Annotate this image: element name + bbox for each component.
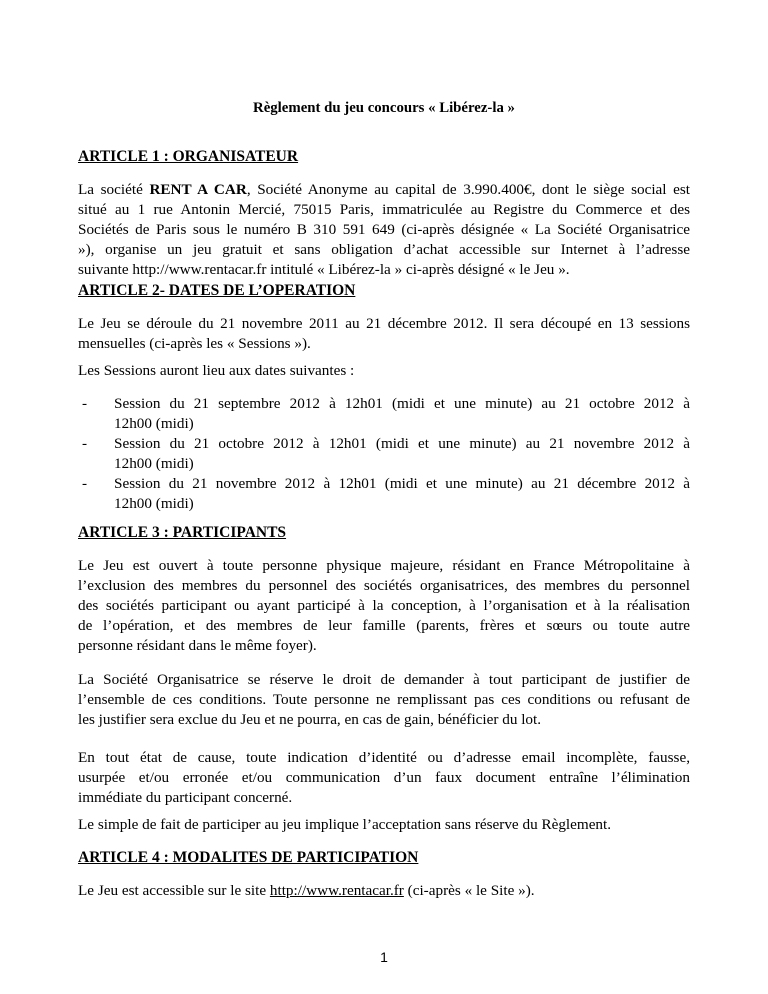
article2-sessions-intro: Les Sessions auront lieu aux dates suivantes : — [78, 362, 355, 379]
session-line-1: Session du 21 novembre 2012 à 12h01 (midi et une minute) au 21 décembre 2012 à — [114, 475, 690, 492]
article3-p1-line: personne résidant dans le même foyer). — [78, 637, 317, 654]
article3-paragraph-3 — [78, 748, 690, 808]
sessions-list — [78, 394, 690, 514]
article4-text-post: (ci-après « le Site »). — [403, 882, 535, 899]
article3-p3-line: usurpée et/ou erronée et/ou communication d’un faux document entraîne l’élimination — [78, 769, 690, 786]
article1-line-2: situé au 1 rue Antonin Mercié, 75015 Paris, immatriculée au Registre du Commerce et des — [78, 201, 690, 218]
page-number: 1 — [380, 949, 388, 965]
session-line-1: Session du 21 septembre 2012 à 12h01 (midi et une minute) au 21 octobre 2012 à — [114, 395, 690, 412]
article4-text-pre: Le Jeu est accessible sur le site — [78, 882, 270, 899]
article3-p4-line: Le simple de fait de participer au jeu implique l’acceptation sans réserve du Règlement. — [78, 816, 612, 833]
article1-line-3: Sociétés de Paris sous le numéro B 310 591 649 (ci-après désignée « La Société Organisatrice — [78, 221, 690, 238]
article2-line-2: mensuelles (ci-après les « Sessions »). — [78, 335, 311, 352]
article1-text-pre: La société — [78, 181, 150, 198]
article2-paragraph-2 — [78, 361, 690, 381]
article1-line-4: »), organise un jeu gratuit et sans obligation d’achat accessible sur Internet à l’adresse — [78, 241, 690, 258]
session-item — [78, 474, 690, 514]
article1-text-post: , Société Anonyme au capital de 3.990.400€, dont le siège social est — [246, 181, 690, 198]
article3-p3-line: En tout état de cause, toute indication d’identité ou d’adresse email incomplète, fausse, — [78, 749, 690, 766]
article3-p2-line: l’ensemble de ces conditions. Toute personne ne remplissant pas ces conditions ou refusant de — [78, 691, 690, 708]
article3-p1-line: l’exclusion des membres du personnel des sociétés organisatrices, des membres du personnel — [78, 577, 690, 594]
article3-p1-line: Le Jeu est ouvert à toute personne physique majeure, résidant en France Métropolitaine à — [78, 557, 690, 574]
article3-p2-line: les justifier sera exclue du Jeu et ne pourra, en cas de gain, bénéficier du lot. — [78, 711, 542, 728]
article4-line-1 — [78, 881, 690, 901]
session-line-2: 12h00 (midi) — [114, 415, 194, 432]
article1-heading: ARTICLE 1 : ORGANISATEUR — [78, 148, 299, 165]
article1-line-5: suivante http://www.rentacar.fr intitulé « Libérez-la » ci-après désigné « le Jeu ». — [78, 261, 570, 278]
article1-line-1 — [78, 180, 690, 200]
article2-heading: ARTICLE 2- DATES DE L’OPERATION — [78, 282, 356, 299]
session-line-2: 12h00 (midi) — [114, 495, 194, 512]
article2-paragraph-1 — [78, 314, 690, 354]
article3-paragraph-4 — [78, 815, 690, 835]
article4-paragraph-1 — [78, 881, 690, 901]
article3-p1-line: de l’opération, et des membres de leur famille (parents, frères et sœurs ou toute autre — [78, 617, 690, 634]
list-bullet: - — [82, 475, 88, 492]
company-name: RENT A CAR — [149, 181, 247, 198]
article3-p1-line: des sociétés participant ou ayant participé à la conception, à l’organisation et à la réalisation — [78, 597, 690, 614]
session-line-1: Session du 21 octobre 2012 à 12h01 (midi et une minute) au 21 novembre 2012 à — [114, 435, 690, 452]
list-bullet: - — [82, 395, 88, 412]
article3-paragraph-1 — [78, 556, 690, 656]
session-item — [78, 394, 690, 434]
article1-paragraph — [78, 180, 690, 280]
session-item — [78, 434, 690, 474]
article3-p3-line: immédiate du participant concerné. — [78, 789, 293, 806]
article3-paragraph-2 — [78, 670, 690, 730]
article4-heading: ARTICLE 4 : MODALITES DE PARTICIPATION — [78, 849, 419, 866]
document-title: Règlement du jeu concours « Libérez-la » — [253, 100, 515, 116]
rentacar-link[interactable]: http://www.rentacar.fr — [269, 882, 404, 899]
article3-heading: ARTICLE 3 : PARTICIPANTS — [78, 524, 287, 541]
article2-line-1: Le Jeu se déroule du 21 novembre 2011 au 21 décembre 2012. Il sera découpé en 13 sessions — [78, 315, 690, 332]
article3-p2-line: La Société Organisatrice se réserve le droit de demander à tout participant de justifier de — [78, 671, 690, 688]
session-line-2: 12h00 (midi) — [114, 455, 194, 472]
list-bullet: - — [82, 435, 88, 452]
